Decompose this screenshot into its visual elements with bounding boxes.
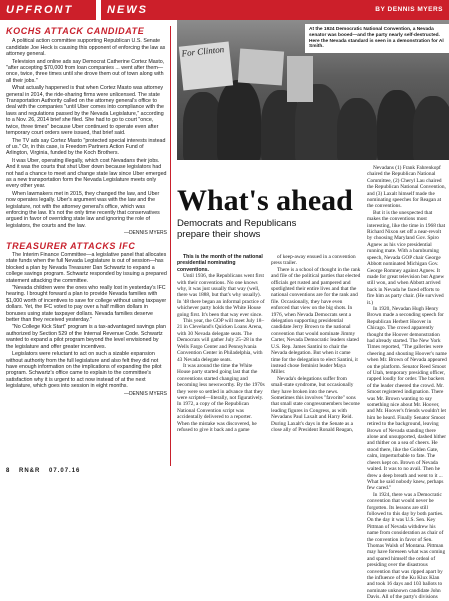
issue-date: 07.07.16	[49, 468, 81, 474]
section-bar-upfront	[0, 0, 96, 20]
story-signature: —DENNIS MYERS	[123, 390, 167, 397]
page-footer	[6, 468, 80, 474]
story-paragraph: A political action committee supporting Republican U.S. Senate candidate Joe Heck is causing this opponent of enforcing the law as attorney general.	[6, 38, 166, 58]
crowd-figure	[413, 96, 449, 160]
protest-sign	[238, 49, 284, 86]
crowd-figure	[217, 80, 261, 160]
story-paragraph: The Interim Finance Committee—a legislative panel that allocates state funds when the full Nevada Legislature is out of session—has blocked a plan by Nevada Treasurer Dan Schwartz to expand a college savings program. Schwartz responded by issuing a prepared statement attacking the committee.	[6, 252, 167, 284]
article-paragraph: Nevada's delegations suffer from small-state syndrome, but occasionally they have broken into the news. Sometimes this involves "favorite" sons that small state congressmembers become leading figures in Congress, as with Nevadans Paul Laxalt and Harry Reid. During Laxalt's days in the Senate as a close ally of President Ronald Reagan,	[271, 375, 360, 433]
story-heading-kochs: KOCHS ATTACK CANDIDATE	[6, 26, 145, 36]
byline: BY DENNIS MYERS	[375, 6, 443, 13]
story-paragraph: Television and online ads say Democrat Catherine Cortez Masto, "after accepting $70,000 from loan companies ... went after them—once, twice, three times until she drove them out of town along with all their jobs."	[6, 58, 165, 84]
crowd-figure	[377, 90, 417, 160]
section-bar-news	[101, 0, 449, 20]
article-paragraph: In 1920, Nevadan Hugh Henry Brown made a seconding speech for Republican Herbert Hoover in Chicago. The crowd apparently thought the Hoover demonstration had already started. The New York Times reported, "The galleries were cheering and shouting Hoover's name when Mr. Brown of Nevada appeared on the platform. Senator Reed Smoot of Utah, temporary presiding officer, rapped loudly for order. The backers of the leader cheered the crowd. Mr. Smoot registered indignation. There was Mr. Brown wanting to say something nice about Mr. Hoover, and Mr. Hoover's friends wouldn't let him be heard. Finally Senator Smoot retired to the background, leaving Brown of Nevada standing there alone and unsupported, dashed hither and thither on a sea of cheers. He stood there, like the Golden Gate, calm, imperturbable to fate. The cheers kept on. Brown of Nevada waited. It was to no avail. Then he drew a deep breath and went to it ... What he said nobody knew, perhaps few cared."	[367, 305, 447, 492]
story-paragraph: "Nevada children were the ones who really lost in yesterday's IFC hearing. I brought forward a plan to provide Nevada families with $1,000 worth of incentives to save for college without using taxpayer dollars. Yet, the IFC voted to pay over a half million dollars in bonuses using state taxpayer dollars. Nevada families deserve better than they received yesterday."	[6, 285, 167, 324]
section-label-news: NEWS	[107, 4, 148, 16]
article-paragraph: It was around the time the White House party started going last that the conventions started changing and becoming less newsworthy. By the 1970s they were so settled in advance that they were scripted—literally, not figuratively. In 1972, a copy of the Republican National Convention script was accidentally delivered to a reporter. When the mistake was discovered, he refused to give it back and a game	[177, 362, 265, 433]
story-paragraph: "No College Kick Start" program is a tax-advantaged savings plan authorized by Section 529 of the Internal Revenue Code. Schwartz wanted to expand a pilot program beyond the level envisioned by the legislature and offer greater incentives.	[6, 324, 166, 350]
left-sidebar-column	[6, 28, 167, 397]
crowd-figure	[337, 98, 377, 160]
article-paragraph: of keep-away ensued in a convention press trailer.	[271, 254, 356, 267]
article-paragraph: In 1924, there was a Democratic convention that would never be forgotten. Its lessons are still followed to this day by both parties. On the day it was U.S. Sen. Key Pittman of Nevada withdrew his name from consideration as chair of the convention in favor of Sen. Thomas Walsh of Montana. Pittman may have foreseen what was coming and spared himself the ordeal of presiding over the disastrous convention that was ripped apart by the influence of the Ku Klux Klan and took 16 days and 103 ballots to nominate unknown candidate John Davis. All of the party's divisions	[367, 491, 446, 601]
article-paragraph: Until 1936, the Republicans went first with their conventions. No one knows why, it was just usually that way (well, there was 1888, but that's why usually). In '48 there began an informal practice of whichever party holds the White House going first. It's been that way ever since.	[177, 273, 265, 318]
column-divider	[170, 26, 171, 466]
page-number: 8	[6, 468, 11, 474]
story-paragraph: What actually happened is that when Cortez Masto was attorney general in 2014, the ride-sharing firms were unlicensed. The state Transportation Authority called on the attorney general's office to deal with the companies "until Uber comes into compliance with the laws and regulations passed by the Nevada Legislature," according to a Nov. 26, 2014 brief she filed. She had to go to court "once, twice, three times" because Uber continued to operate even after temporary court orders were issued, that brief said.	[6, 85, 164, 137]
protest-sign-text: For Clinton	[181, 44, 225, 59]
protest-sign	[287, 56, 313, 102]
protest-sign	[179, 42, 233, 91]
article-headline: What's ahead	[177, 184, 353, 217]
article-column-1	[177, 254, 265, 433]
story-signature: —DENNIS MYERS	[123, 230, 167, 237]
article-column-3	[367, 165, 447, 601]
publication-name: RN&R	[19, 468, 41, 474]
article-deck: Democrats and Republicans prepare their shows	[177, 218, 297, 240]
story-paragraph: When lawmakers met in 2015, they changed the law, and Uber now operates legally. Uber's argument was with the law and the legislature, not with the attorney general's office, which was enforcing the law. It's not the only time recently that conservatives argued in favor of overriding state law and ignoring the role of legislators, the courts and the law.	[6, 190, 160, 229]
story-heading-treasurer: TREASURER ATTACKS IFC	[6, 240, 136, 251]
photo-caption: At the 1924 Democratic National Convention, a Nevada senator was booed—and the party nearly self-destructed. Here the Nevada standard is seen in a demonstration for Al Smith.	[305, 24, 449, 53]
article-paragraph: Nevadans (1) Frank Fahrenkopf chaired the Republican National Committee, (2) Cheryl Lau chaired the Republican National Convention, and (3) Laxalt himself made the nominating speeches for Reagan at the conventions.	[367, 165, 446, 210]
article-column-2	[271, 254, 361, 433]
section-label-upfront: UPFRONT	[6, 4, 74, 16]
story-paragraph: The TV ads say Cortez Masto "protected special interests instead of us." Or, in this case, is Freedom Partners Action Fund of Arlington, Virginia, funded by the Koch Brothers.	[6, 137, 166, 157]
article-paragraph: There is a school of thought in the rank and file of the political parties that elected officials get rusted and pampered and spotlighted their entire lives and that the national conventions are for the rank and file. Occasionally, they have even enforced that view on the big shots. In 1976, when Nevada Democrats sent a delegation supporting presidential candidate Jerry Brown to the national convention that would nominate Jimmy Carter, Nevada Democratic leaders slated U.S. Rep. James Santini to chair the Nevada delegation. But when it came time for the delegation to elect Santini, it instead chose feminist leader Maya Miller.	[271, 266, 361, 376]
story-paragraph: It was Uber, operating illegally, which cost Nevadans their jobs. And it was the courts that shut Uber down because legislators had not had a chance to meet and change state law since Uber emerged as a new transportation form the Nevada Legislature meets only every other year.	[6, 157, 167, 190]
article-paragraph: This is the month of the national presidential nominating conventions.	[177, 254, 263, 273]
story-paragraph: Legislators were reluctant to act on such a sizable expansion without authority from the full legislature and also felt they did not have enough information on the implications of expanding the pilot program. Schwartz's office came to explain to the committee's satisfaction why it is urgent to act now instead of at the next legislature, which goes into session in eight months.	[6, 351, 162, 390]
article-paragraph: But it is the unexpected that makes the conventions most interesting, like the time in 1968 that Richard Nixon set off a near-revolt by choosing Maryland Gov. Spiro Agnew as his vice presidential running mate. With a barnburning speech, Nevada GOP chair George Abbott nominated Michigan Gov. George Romney against Agnew. It made for great television but Agnew still won, and when Abbott arrived back in Nevada he faced efforts to fire him as party chair. (He survived it.)	[367, 209, 446, 306]
article-paragraph: This year, the GOP will meet July 18–21 in Cleveland's Quicken Loans Arena, with 30 Nevada delegate seats. The Democrats will gather July 25–28 in the Wells Fargo Center and Pennsylvania Convention Center in Philadelphia, with 43 Nevada delegate seats.	[177, 318, 265, 363]
